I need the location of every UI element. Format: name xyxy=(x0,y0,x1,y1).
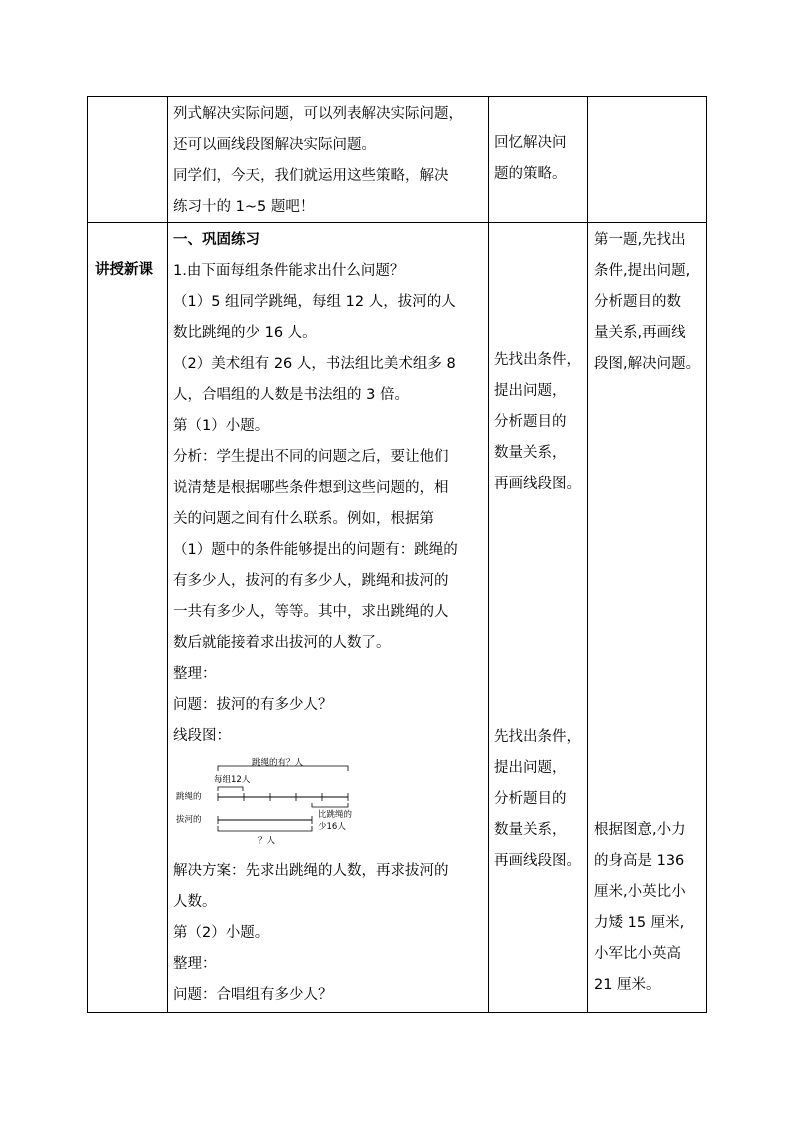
content-line: 整理： xyxy=(173,666,217,682)
diff-label-2: 少16人 xyxy=(318,822,346,832)
unknown-brace xyxy=(218,826,312,831)
content-line: （2）美术组有 26 人，书法组比美术组多 8 xyxy=(173,356,456,372)
column-divider-3 xyxy=(587,96,588,1013)
content-line: 人，合唱组的人数是书法组的 3 倍。 xyxy=(173,387,409,403)
group-label: 每组12人 xyxy=(214,775,251,785)
unknown-label: ？人 xyxy=(258,836,276,846)
row1-content-cell xyxy=(173,99,485,223)
row1-student-line: 回忆解决问 xyxy=(494,135,567,151)
row1-label: 跳绳的 xyxy=(176,792,202,802)
notes-line: 小军比小英高 xyxy=(594,946,681,962)
diff-brace xyxy=(312,803,348,807)
table-border-left xyxy=(87,96,88,1013)
design-notes-2 xyxy=(594,815,706,1001)
notes-line: 根据图意,小力 xyxy=(594,822,686,838)
row2-label: 拔河的 xyxy=(176,815,202,825)
section-heading: 一、巩固练习 xyxy=(173,232,260,248)
content-line: （1）题中的条件能够提出的问题有：跳绳的 xyxy=(173,542,458,558)
notes-line: 力矮 15 厘米, xyxy=(594,915,685,931)
notes-line: 量关系,再画线 xyxy=(594,325,686,341)
content-line: 数比跳绳的少 16 人。 xyxy=(173,325,317,341)
column-divider-1 xyxy=(167,96,168,1013)
row1-student-cell xyxy=(494,128,586,190)
content-line: 第（1）小题。 xyxy=(173,418,270,434)
notes-line: 厘米,小英比小 xyxy=(594,884,686,900)
row1-student-line: 题的策略。 xyxy=(494,166,567,182)
row1-content-line: 列式解决实际问题，可以列表解决实际问题， xyxy=(173,106,463,122)
content-line: 有多少人，拔河的有多少人，跳绳和拔河的 xyxy=(173,573,449,589)
content-line: 解决方案：先求出跳绳的人数，再求拔河的 xyxy=(173,863,449,879)
student-line: 先找出条件， xyxy=(494,729,581,745)
table-border-bottom xyxy=(87,1012,707,1013)
content-line: 关的问题之间有什么联系。例如，根据第 xyxy=(173,511,434,527)
student-line: 提出问题， xyxy=(494,760,567,776)
total-label: 跳绳的有？人 xyxy=(252,758,304,768)
design-notes-1 xyxy=(594,225,706,380)
student-line: 再画线段图。 xyxy=(494,853,581,869)
content-line: 分析：学生提出不同的问题之后，要让他们 xyxy=(173,449,449,465)
row2-content-bottom xyxy=(173,856,485,1011)
line-segment-diagram xyxy=(172,755,362,850)
row2-content-top xyxy=(173,225,485,752)
student-line: 数量关系， xyxy=(494,445,567,461)
student-activity-1 xyxy=(494,345,586,500)
content-line: 问题：合唱组有多少人？ xyxy=(173,987,333,1003)
notes-line: 条件,提出问题, xyxy=(594,263,691,279)
notes-line: 分析题目的数 xyxy=(594,294,681,310)
content-line: 说清楚是根据哪些条件想到这些问题的，相 xyxy=(173,480,449,496)
content-line: 第（2）小题。 xyxy=(173,925,270,941)
content-line: （1）5 组同学跳绳，每组 12 人，拔河的人 xyxy=(173,294,456,310)
student-line: 分析题目的 xyxy=(494,791,567,807)
row1-content-line: 同学们，今天，我们就运用这些策略，解决 xyxy=(173,168,449,184)
notes-line: 的身高是 136 xyxy=(594,853,685,869)
content-line: 一共有多少人，等等。其中，求出跳绳的人 xyxy=(173,604,449,620)
column-divider-2 xyxy=(488,96,489,1013)
student-line: 提出问题， xyxy=(494,383,567,399)
stage-label: 讲授新课 xyxy=(95,262,153,278)
student-line: 再画线段图。 xyxy=(494,476,581,492)
diff-label-1: 比跳绳的 xyxy=(318,810,353,820)
group-brace xyxy=(218,787,243,791)
content-line: 人数。 xyxy=(173,894,217,910)
student-line: 先找出条件， xyxy=(494,352,581,368)
content-line: 整理： xyxy=(173,956,217,972)
content-line: 线段图： xyxy=(173,728,231,744)
content-line: 数后就能接着求出拔河的人数了。 xyxy=(173,635,391,651)
notes-line: 第一题,先找出 xyxy=(594,232,686,248)
table-border-top xyxy=(87,96,707,97)
notes-line: 21 厘米。 xyxy=(594,977,661,993)
student-line: 分析题目的 xyxy=(494,414,567,430)
row1-content-line: 还可以画线段图解决实际问题。 xyxy=(173,137,376,153)
content-line: 问题：拔河的有多少人？ xyxy=(173,697,333,713)
row1-content-line: 练习十的 1~5 题吧！ xyxy=(173,199,315,215)
student-line: 数量关系， xyxy=(494,822,567,838)
content-line: 1.由下面每组条件能求出什么问题？ xyxy=(173,263,405,279)
notes-line: 段图,解决问题。 xyxy=(594,356,701,372)
student-activity-2 xyxy=(494,722,586,877)
table-border-right xyxy=(706,96,707,1013)
